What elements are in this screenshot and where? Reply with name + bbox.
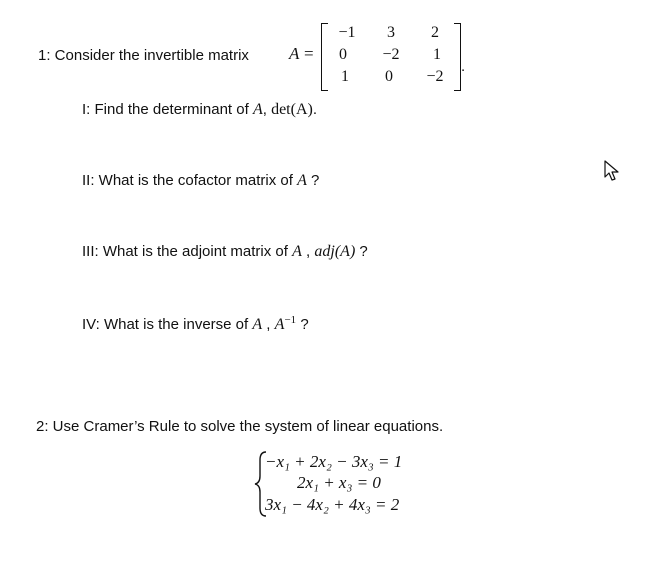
equation-3: 3x₁ − 4x₂ + 4x₃ = 2	[265, 495, 400, 514]
matrix-cell-1-0: 0	[339, 46, 347, 63]
problem1-prompt	[38, 47, 249, 64]
matrix-cell-0-1: 3	[387, 24, 395, 41]
question-4-end: ?	[296, 316, 309, 333]
question-3-adj: adj(A)	[314, 243, 356, 260]
matrix-cell-1-2: 1	[433, 46, 441, 63]
question-1-text: I: Find the determinant of	[82, 101, 253, 118]
question-2	[82, 172, 319, 190]
problem1-prefix: 1: Consider the invertible matrix	[38, 47, 249, 64]
question-2-text: II: What is the cofactor matrix of	[82, 172, 298, 189]
question-1-det: det(A)	[271, 101, 313, 118]
question-4-text: IV: What is the inverse of	[82, 316, 253, 333]
equals-sign: =	[304, 44, 314, 63]
equation-1: −x₁ + 2x₂ − 3x₃ = 1	[265, 452, 403, 471]
matrix-name: A	[289, 44, 300, 63]
question-4-inv-base: A	[274, 316, 285, 333]
matrix-cell-0-0: −1	[338, 24, 356, 41]
question-3-var: A	[292, 243, 302, 260]
question-3-end: ?	[355, 243, 368, 260]
matrix-cell-0-2: 2	[431, 24, 439, 41]
question-3-text: III: What is the adjoint matrix of	[82, 243, 293, 260]
question-3-sep: ,	[301, 243, 315, 260]
question-2-var: A	[297, 172, 307, 189]
question-1-sep: ,	[262, 101, 272, 118]
question-4-var: A	[252, 316, 263, 333]
question-1-var: A	[252, 101, 263, 118]
question-4-sep: ,	[262, 316, 275, 333]
question-1	[82, 101, 317, 119]
matrix-cell-1-1: −2	[382, 46, 400, 63]
matrix-cell-2-1: 0	[385, 68, 393, 85]
matrix-cell-2-0: 1	[341, 68, 349, 85]
equation-2: 2x₁ + x₃ = 0	[297, 473, 381, 492]
matrix-cell-2-2: −2	[426, 68, 444, 85]
question-2-end: ?	[306, 172, 320, 189]
question-1-end: .	[312, 101, 317, 118]
matrix-period: .	[461, 58, 466, 75]
mouse-cursor-icon	[604, 160, 620, 182]
question-3	[82, 243, 368, 261]
problem2-prompt: 2: Use Cramer’s Rule to solve the system of linear equations.	[36, 418, 444, 435]
question-4	[82, 314, 309, 334]
question-4-inv-exp: −1	[284, 314, 297, 326]
matrix-a	[321, 23, 461, 89]
